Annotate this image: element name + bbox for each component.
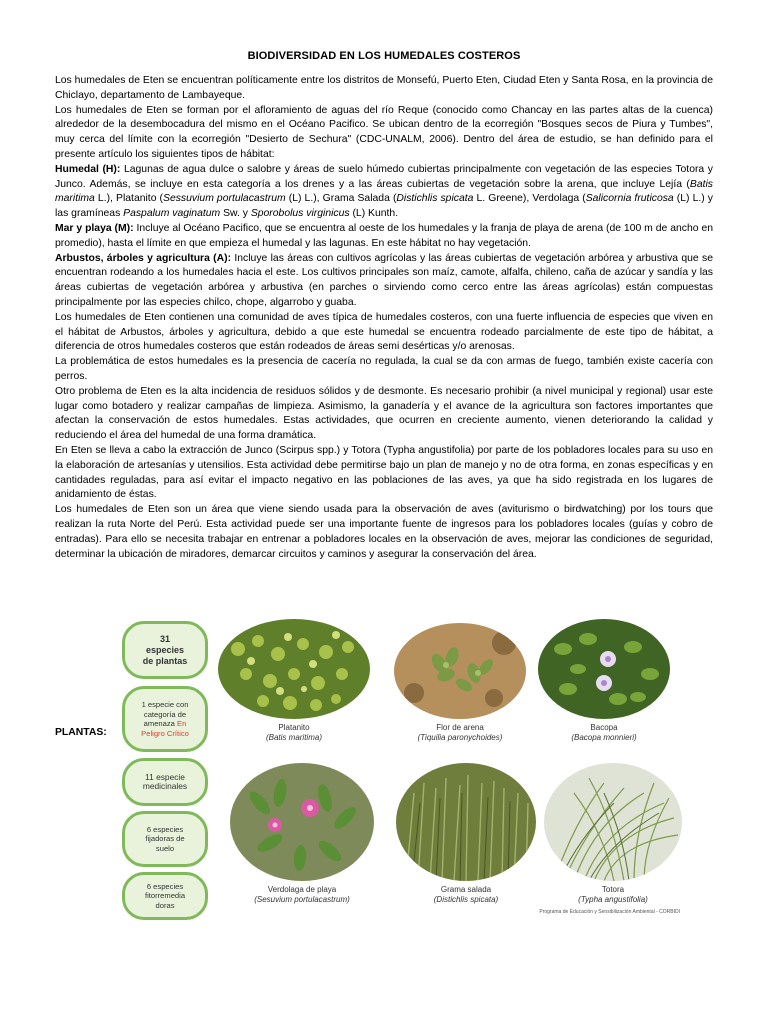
plant-name: Platanito: [278, 723, 310, 732]
plant-scientific-name: (Bacopa monnieri): [571, 733, 637, 742]
plant-scientific-name: (Typha angustifolia): [578, 895, 648, 904]
totora-photo: [544, 763, 682, 881]
paragraph-mar-playa: Mar y playa (M): Incluye al Océano Pacifico, que se encuentra al oeste de los humedales y la franja de playa de arena (de 100 m de ancho en promedio), hasta el límite en que empieza el humedal y las lagunas. En este hábitat no hay vegetación.: [55, 222, 713, 249]
plant-flor-de-arena: [390, 619, 530, 751]
document-body: [55, 74, 713, 562]
flor-de-arena-photo: [394, 623, 526, 719]
paragraph-waste: Otro problema de Eten es la alta incidencia de residuos sólidos y de desmonte. Es necesario prohibir (a nivel municipal y regional) usar este lugar como botadero y realizar campañas de limpieza. Asimismo, la ganadería y el avance de la agricultura son factores importantes que afectan la conservación de estos humedales. Estas actividades, que ocurren en creciente aumento, vienen deteriorando la calidad y reduciendo el área del humedal de una forma dramática.: [55, 385, 713, 442]
paragraph-arbustos: Arbustos, árboles y agricultura (A): Incluye las áreas con cultivos agrícolas y las áreas cubiertas de vegetación arbórea y arbustiva que se encuentran rodeando a los humedales hacia el este. Los cultivos principales son maíz, camote, alfalfa, chileno, caña de azúcar y sandía y las áreas cubiertas de vegetación arbórea y arbustiva (en parches o sirviendo como cerco entre las áreas agrícolas) están compuestas principalmente por las especies chilco, chope, algarrobo y guaba.: [55, 252, 713, 308]
plant-scientific-name: (Batis maritima): [265, 733, 322, 742]
paragraph-extraction: En Eten se lleva a cabo la extracción de Junco (Scirpus spp.) y Totora (Typha angustifolia) por parte de los pobladores locales para su uso en la elaboración de artesanías y utensilios. Esta actividad debe permitirse bajo un plan de manejo y no de otra forma, en zonas específicas y en cantidades reguladas, para así evitar el impacto negativo en las poblaciones de las aves, ya que ha sido registrada en los lugares de anidamiento de éstas.: [55, 444, 713, 501]
stat-soil-fixing: 6 especies fijadoras de suelo: [122, 811, 208, 867]
plant-grama-salada: [388, 763, 544, 911]
paragraph-location: Los humedales de Eten se encuentran políticamente entre los distritos de Monsefú, Puerto Eten, Ciudad Eten y Santa Rosa, en la provincia de Chiclayo, departamento de Lambayeque.: [55, 75, 713, 101]
stat-species-count: 31 especies de plantas: [122, 621, 208, 679]
document-title: BIODIVERSIDAD EN LOS HUMEDALES COSTEROS: [247, 50, 521, 62]
plant-name: Verdolaga de playa: [267, 885, 337, 894]
plant-name: Totora: [601, 885, 625, 894]
plant-scientific-name: (Sesuvium portulacastrum): [254, 895, 350, 904]
paragraph-birdwatching: Los humedales de Eten son un área que viene siendo usada para la observación de aves (aviturismo o birdwatching) por los tours que realizan la ruta Norte del Perú. Esta actividad puede ser una importante fuente de ingresos para los pobladores locales (guías y cobro de entradas). Para ello se necesita trabajar en entrenar a pobladores locales en la observación de aves, mejorar las condiciones de seguridad, determinar la ubicación de miradores, demarcar circuitos y caminos y asegurar la conservación del área.: [55, 504, 713, 560]
habitat-label-mar: Mar y playa (M):: [55, 222, 134, 234]
plant-name: Grama salada: [440, 885, 492, 894]
paragraph-humedal: Humedal (H): Lagunas de agua dulce o salobre y áreas de suelo húmedo cubiertas principalmente con vegetación de las especies Totora y Junco. Además, se incluye en esta categoría a los drenes y a las áreas cubiertas de vegetación sobre la arena, que incluye Lejía (Batis maritima L.), Platanito (Sessuvium portulacastrum (L) L.), Grama Salada (Distichlis spicata L. Greene), Verdolaga (Salicornia fruticosa (L) L.) y las gramíneas Paspalum vaginatum Sw. y Sporobolus virginicus (L) Kunth.: [55, 163, 714, 220]
habitat-label-humedal: Humedal (H):: [55, 163, 121, 175]
plant-bacopa: [534, 619, 674, 751]
plant-name: Flor de arena: [436, 723, 484, 732]
plant-name: Bacopa: [590, 723, 618, 732]
bacopa-photo: [538, 619, 670, 719]
plant-totora: [540, 763, 686, 911]
stat-medicinal: 11 especie medicinales: [122, 758, 208, 806]
grama-salada-photo: [396, 763, 536, 881]
stat-endangered: 1 especie con categoría de amenaza En Peligro Crítico: [122, 686, 208, 752]
paragraph-formation: Los humedales de Eten se forman por el afloramiento de aguas del río Reque (conocido como Chancay en las partes altas de la cuenca) alrededor de la desembocadura del mismo en el Océano Pacifico. Se ubican dentro de la ecorregión "Bosques secos de Piura y Tumbes", muy cerca del límite con la ecorregión "Desierto de Sechura" (CDC-UNALM, 2006). Dentro del área de estudio, se han definido para el presente artículo los siguientes tipos de hábitat:: [55, 104, 713, 160]
figure-credit: Programa de Educación y Sensibilización Ambiental - CORBIDI: [539, 909, 680, 915]
verdolaga-photo: [230, 763, 374, 881]
plant-platanito: [216, 619, 372, 751]
plant-scientific-name: (Distichlis spicata): [433, 895, 499, 904]
stat-phytoremediation: 6 especies fitorremedia doras: [122, 872, 208, 920]
paragraph-hunting: La problemática de estos humedales es la presencia de cacería no regulada, la cual se da con armas de fuego, también existe cacería con perros.: [55, 356, 713, 382]
paragraph-birds: Los humedales de Eten contienen una comunidad de aves típica de humedales costeros, con una fuerte influencia de especies que viven en el hábitat de Arbustos, árboles y agricultura, debido a que este humedal se encuentra rodeado parcialmente de este tipo de hábitat, a diferencia de otros humedales costeros que están rodeados de áreas semi desérticas y/o arenosas.: [55, 311, 713, 353]
habitat-label-arbustos: Arbustos, árboles y agricultura (A):: [55, 252, 232, 264]
platanito-photo: [218, 619, 370, 719]
plants-infographic: [120, 615, 686, 917]
plantas-label: PLANTAS:: [55, 727, 107, 738]
plant-verdolaga-de-playa: [224, 763, 380, 911]
document-page: [55, 50, 713, 562]
plant-scientific-name: (Tiquilia paronychoides): [417, 733, 503, 742]
